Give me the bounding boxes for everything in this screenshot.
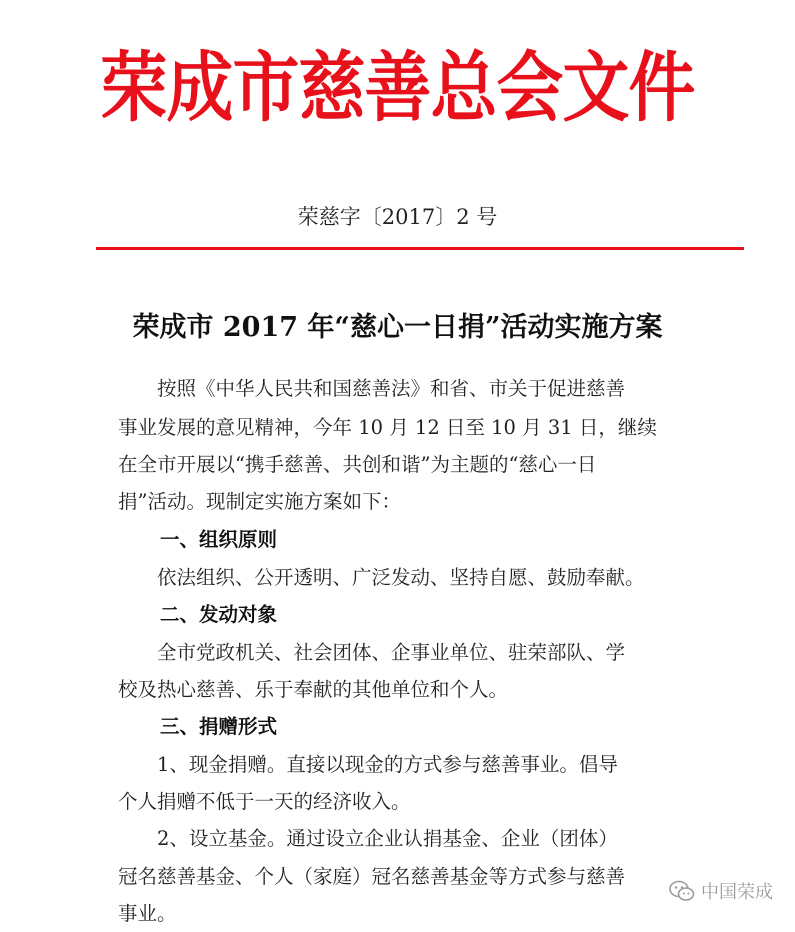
masthead-title: 荣成市慈善总会文件 bbox=[100, 43, 695, 132]
section-body-line: 全市党政机关、社会团体、企事业单位、驻荣部队、学 bbox=[118, 641, 626, 664]
wechat-icon bbox=[669, 880, 695, 902]
document-title: 荣成市 2017 年“慈心一日捐”活动实施方案 bbox=[132, 312, 663, 343]
section-heading-targets: 二、发动对象 bbox=[160, 603, 278, 626]
watermark bbox=[669, 878, 773, 904]
document-number: 荣慈字〔2017〕2 号 bbox=[297, 205, 498, 229]
intro-line: 事业发展的意见精神，今年 10 月 12 日至 10 月 31 日，继续 bbox=[118, 416, 657, 439]
section-body-line: 冠名慈善基金、个人（家庭）冠名慈善基金等方式参与慈善 bbox=[118, 865, 626, 888]
intro-line: 按照《中华人民共和国慈善法》和省、市关于促进慈善 bbox=[118, 377, 626, 400]
section-body-line: 2、设立基金。通过设立企业认捐基金、企业（团体） bbox=[118, 827, 618, 850]
section-body-line: 事业。 bbox=[118, 902, 177, 925]
section-heading-principles: 一、组织原则 bbox=[160, 528, 278, 551]
section-body-line: 1、现金捐赠。直接以现金的方式参与慈善事业。倡导 bbox=[118, 753, 618, 776]
section-body-line: 校及热心慈善、乐于奉献的其他单位和个人。 bbox=[118, 678, 509, 701]
section-body-line: 依法组织、公开透明、广泛发动、坚持自愿、鼓励奉献。 bbox=[118, 566, 645, 589]
intro-line: 在全市开展以“携手慈善、共创和谐”为主题的“慈心一日 bbox=[118, 453, 597, 476]
watermark-text: 中国荣成 bbox=[701, 882, 773, 903]
intro-line: 捐”活动。现制定实施方案如下： bbox=[118, 490, 401, 513]
red-divider bbox=[96, 247, 744, 250]
section-body-line: 个人捐赠不低于一天的经济收入。 bbox=[118, 790, 411, 813]
section-heading-donation-forms: 三、捐赠形式 bbox=[160, 715, 278, 738]
